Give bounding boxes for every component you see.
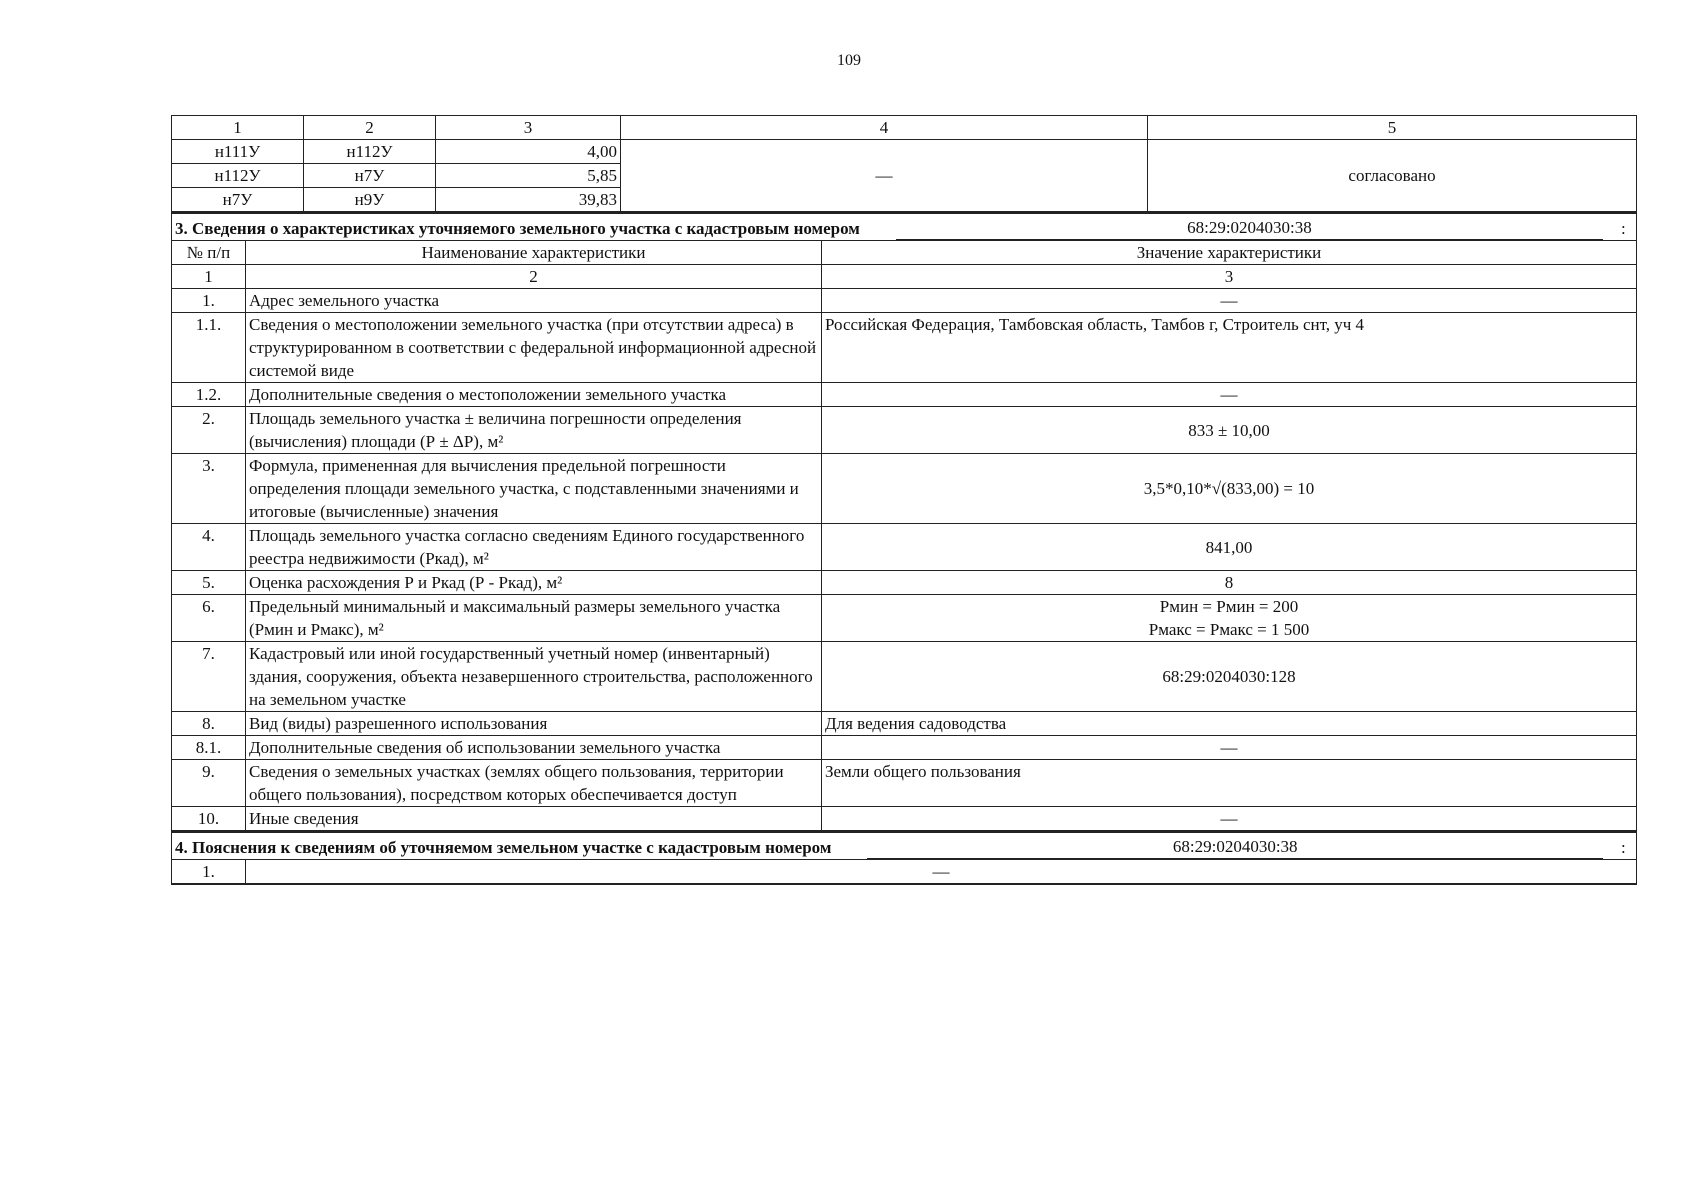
section3-heading-row [172, 213, 1637, 241]
row-number: 3. [172, 454, 246, 524]
row-number: 1. [172, 289, 246, 313]
characteristic-name: Дополнительные сведения об использовании земельного участка [246, 736, 822, 760]
table-row [172, 454, 1637, 524]
header-cell: 2 [304, 116, 436, 140]
characteristics-header-numbers [172, 265, 1637, 289]
point-to: н112У [304, 140, 436, 164]
characteristic-value: 841,00 [822, 524, 1637, 571]
characteristic-name: Дополнительные сведения о местоположении земельного участка [246, 383, 822, 407]
header-cell: № п/п [172, 241, 246, 265]
section3-cadastral-number: 68:29:0204030:38 [896, 217, 1603, 240]
characteristics-table [171, 212, 1637, 831]
characteristic-value: Земли общего пользования [822, 760, 1637, 807]
row-number: 8.1. [172, 736, 246, 760]
table-row [172, 313, 1637, 383]
row-number: 1.1. [172, 313, 246, 383]
table-row [172, 524, 1637, 571]
characteristic-value: — [822, 383, 1637, 407]
table-row [172, 407, 1637, 454]
characteristic-value: — [822, 807, 1637, 831]
characteristic-name: Сведения о местоположении земельного участка (при отсутствии адреса) в структурированном в соответствии с федеральной информационной адресной системой виде [246, 313, 822, 383]
table-row [172, 571, 1637, 595]
header-cell: 4 [621, 116, 1148, 140]
section3-title: 3. Сведения о характеристиках уточняемого земельного участка с кадастровым номером [175, 219, 860, 238]
characteristic-value: 833 ± 10,00 [822, 407, 1637, 454]
point-from: н112У [172, 164, 304, 188]
characteristic-name: Формула, примененная для вычисления предельной погрешности определения площади земельного участка, с подставленными значениями и итоговые (вычисленные) значения [246, 454, 822, 524]
characteristic-value: Российская Федерация, Тамбовская область, Тамбов г, Строитель снт, уч 4 [822, 313, 1637, 383]
row-number: 1.2. [172, 383, 246, 407]
row-number: 6. [172, 595, 246, 642]
col4-value: — [621, 140, 1148, 212]
row-number: 10. [172, 807, 246, 831]
header-cell: Значение характеристики [822, 241, 1637, 265]
point-from: н7У [172, 188, 304, 212]
row-number: 4. [172, 524, 246, 571]
characteristic-name: Вид (виды) разрешенного использования [246, 712, 822, 736]
characteristic-name: Адрес земельного участка [246, 289, 822, 313]
section4-title: 4. Пояснения к сведениям об уточняемом земельном участке с кадастровым номером [175, 838, 832, 857]
characteristic-name: Кадастровый или иной государственный учетный номер (инвентарный) здания, сооружения, объекта незавершенного строительства, расположенного на земельном участке [246, 642, 822, 712]
header-cell: 5 [1148, 116, 1637, 140]
table-row [172, 860, 1637, 885]
point-to: н7У [304, 164, 436, 188]
table-row [172, 595, 1637, 642]
explanations-table [171, 831, 1637, 885]
header-number: 3 [822, 265, 1637, 289]
segment-length: 5,85 [436, 164, 621, 188]
characteristic-name: Площадь земельного участка ± величина погрешности определения (вычисления) площади (Р ± ΔР), м² [246, 407, 822, 454]
row-number: 8. [172, 712, 246, 736]
boundary-table [171, 115, 1637, 212]
characteristic-value: 8 [822, 571, 1637, 595]
table-row [172, 289, 1637, 313]
characteristic-value [822, 595, 1637, 642]
characteristic-name: Площадь земельного участка согласно сведениям Единого государственного реестра недвижимости (Ркад), м² [246, 524, 822, 571]
page-number: 109 [837, 52, 861, 69]
section4-heading-row [172, 832, 1637, 860]
document-body [171, 115, 1636, 885]
table-row [172, 140, 1637, 164]
table-row [172, 642, 1637, 712]
segment-length: 4,00 [436, 140, 621, 164]
table-row [172, 807, 1637, 831]
characteristic-value: 68:29:0204030:128 [822, 642, 1637, 712]
row-number: 2. [172, 407, 246, 454]
characteristic-name: Предельный минимальный и максимальный размеры земельного участка (Рмин и Рмакс), м² [246, 595, 822, 642]
table-row [172, 736, 1637, 760]
point-to: н9У [304, 188, 436, 212]
section4-cadastral-number: 68:29:0204030:38 [867, 836, 1603, 859]
characteristic-value: — [822, 289, 1637, 313]
characteristic-value: — [822, 736, 1637, 760]
row-number: 7. [172, 642, 246, 712]
header-number: 2 [246, 265, 822, 289]
explanation-value: — [246, 860, 1637, 885]
characteristic-name: Оценка расхождения Р и Ркад (Р - Ркад), м² [246, 571, 822, 595]
characteristic-value: Для ведения садоводства [822, 712, 1637, 736]
approval-status: согласовано [1148, 140, 1637, 212]
characteristic-name: Сведения о земельных участках (землях общего пользования, территории общего пользования), посредством которых обеспечивается доступ [246, 760, 822, 807]
header-cell: Наименование характеристики [246, 241, 822, 265]
max-size-value: Рмакс = Рмакс = 1 500 [1148, 620, 1310, 639]
segment-length: 39,83 [436, 188, 621, 212]
characteristic-name: Иные сведения [246, 807, 822, 831]
header-cell: 3 [436, 116, 621, 140]
row-number: 9. [172, 760, 246, 807]
table-row [172, 383, 1637, 407]
header-cell: 1 [172, 116, 304, 140]
table-row [172, 712, 1637, 736]
section3-colon: : [1621, 219, 1626, 238]
header-number: 1 [172, 265, 246, 289]
table-row [172, 760, 1637, 807]
min-size-value: Рмин = Рмин = 200 [1159, 597, 1299, 616]
row-number: 5. [172, 571, 246, 595]
characteristics-header [172, 241, 1637, 265]
section4-colon: : [1621, 838, 1626, 857]
boundary-table-header [172, 116, 1637, 140]
row-number: 1. [172, 860, 246, 885]
characteristic-value: 3,5*0,10*√(833,00) = 10 [822, 454, 1637, 524]
point-from: н111У [172, 140, 304, 164]
